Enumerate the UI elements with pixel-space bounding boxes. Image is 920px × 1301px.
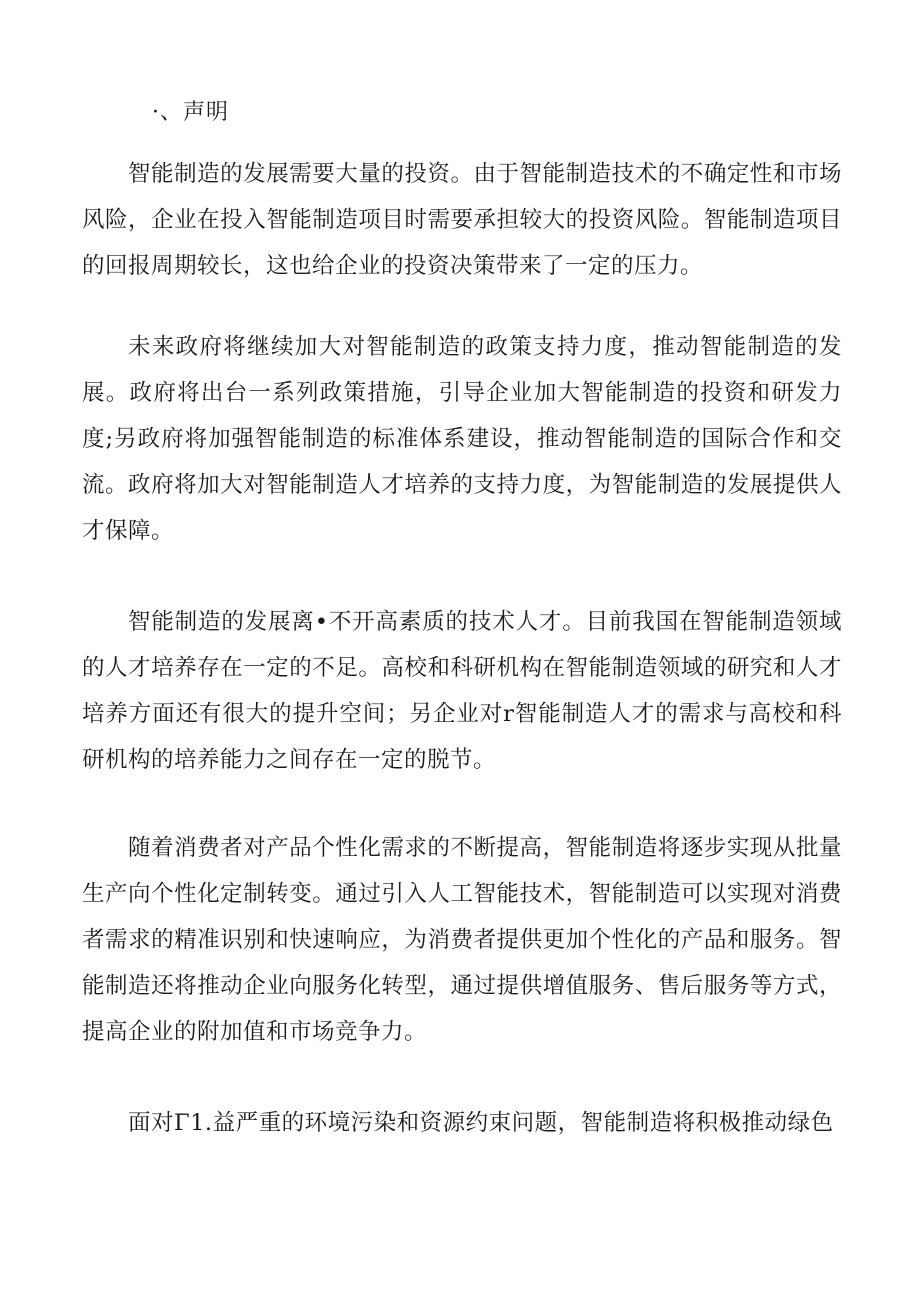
section-heading: ·、声明 xyxy=(152,100,229,125)
paragraph-green-manufacturing: 面对Γ1.益严重的环境污染和资源约束问题，智能制造将积极推动绿色 xyxy=(128,1110,834,1136)
paragraph-personalization: 随着消费者对产品个性化需求的不断提高，智能制造将逐步实现从批量生产向个性化定制转变。通过引入人工智能技术，智能制造可以实现对消费者需求的精准识别和快速响应，为消费者提供更加个性化的产品和服务。智能制造还将推动企业向服务化转型，通过提供增值服务、售后服务等方式，提高企业的附加值和市场竞争力。 xyxy=(82,835,842,1045)
paragraph-talent: 智能制造的发展离•不开高素质的技术人才。目前我国在智能制造领域的人才培养存在一定的不足。高校和科研机构在智能制造领域的研究和人才培养方面还有很大的提升空间；另企业对r智能制造人才的需求与高校和科研机构的培养能力之间存在一定的脱节。 xyxy=(82,609,842,773)
paragraph-investment: 智能制造的发展需要大量的投资。由于智能制造技术的不确定性和市场风险，企业在投入智能制造项目时需要承担较大的投资风险。智能制造项目的回报周期较长，这也给企业的投资决策带来了一定的压力。 xyxy=(82,161,842,279)
paragraph-government-policy: 未来政府将继续加大对智能制造的政策支持力度，推动智能制造的发展。政府将出台一系列政策措施，引导企业加大智能制造的投资和研发力度;另政府将加强智能制造的标准体系建设，推动智能制造的国际合作和交流。政府将加大对智能制造人才培养的支持力度，为智能制造的发展提供人才保障。 xyxy=(82,334,842,544)
